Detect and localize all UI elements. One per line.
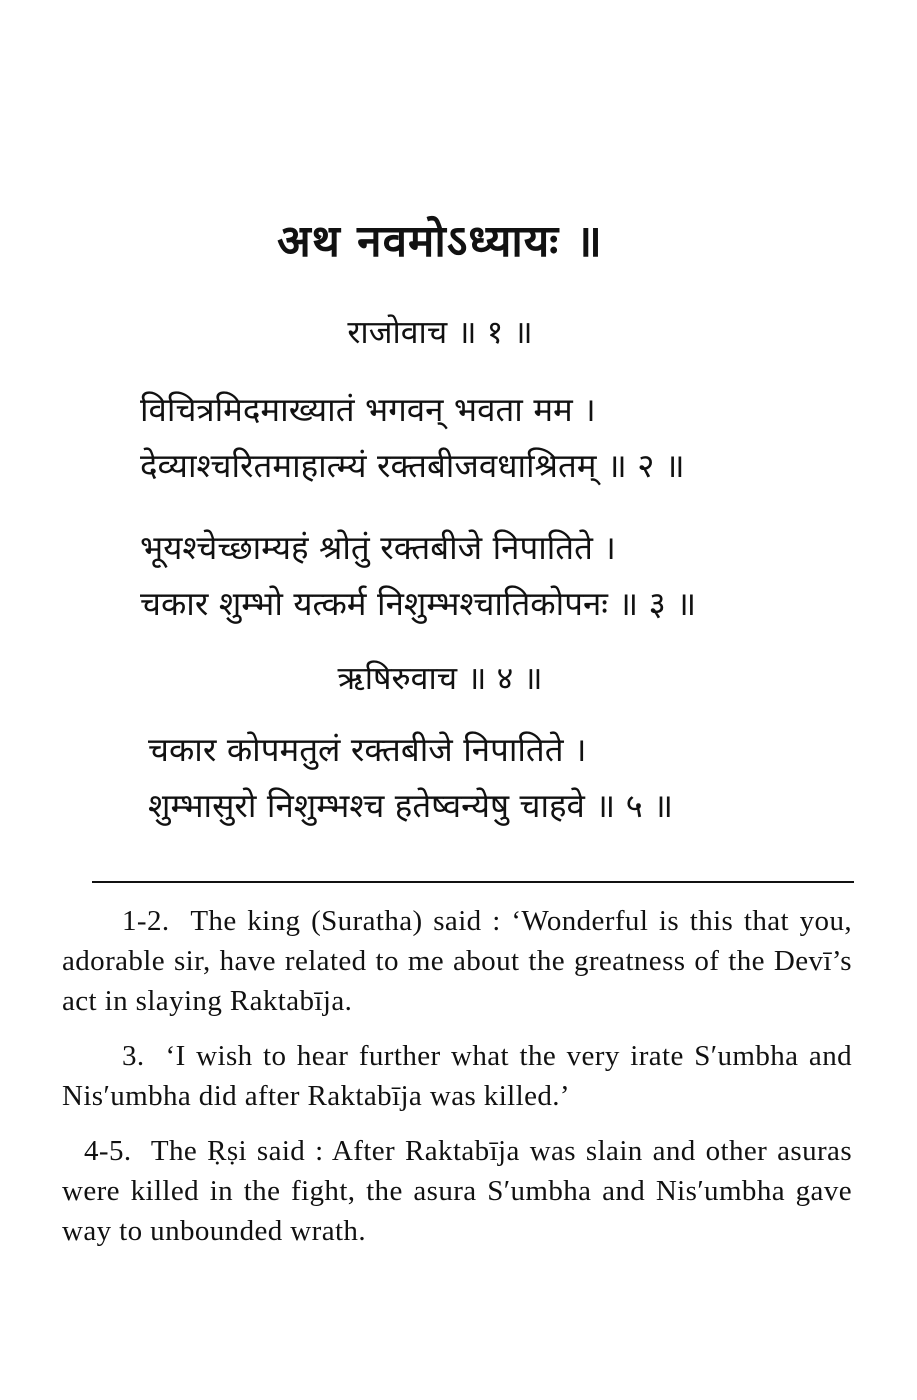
- speaker-rishi: ऋषिरुवाच ॥ ४ ॥: [337, 659, 543, 697]
- translation-paragraph: [62, 901, 852, 1021]
- paragraph-text: The Ṛṣi said : After Raktabīja was slain and other asuras were killed in the fight, the asura S′umbha and Nis′umbha gave way to unbounded wrath.: [62, 1135, 853, 1247]
- translation-paragraph: [62, 1131, 852, 1251]
- verse-line: चकार कोपमतुलं रक्तबीजे निपातिते ।: [148, 730, 587, 769]
- verse-2: [140, 382, 880, 494]
- chapter-heading: अथ नवमोऽध्यायः ॥: [277, 216, 603, 267]
- paragraph-text: ‘I wish to hear further what the very irate S′umbha and Nis′umbha did after Raktabīja was killed.’: [62, 1040, 852, 1112]
- paragraph-text: The king (Suratha) said : ‘Wonderful is this that you, adorable sir, have related to me about the greatness of the Devī’s act in slaying Raktabīja.: [62, 905, 852, 1017]
- verse-line: चकार शुम्भो यत्कर्म निशुम्भश्चातिकोपनः ॥ ३ ॥: [140, 584, 697, 623]
- paragraph-number: 1-2.: [122, 905, 170, 937]
- paragraph-number: 3.: [122, 1040, 145, 1072]
- translation-paragraph: [62, 1036, 852, 1116]
- verse-3: [140, 520, 880, 632]
- verse-5: [148, 722, 888, 834]
- verse-line: भूयश्चेच्छाम्यहं श्रोतुं रक्तबीजे निपातिते ।: [140, 528, 616, 567]
- divider-rule: [92, 881, 854, 883]
- verse-line: देव्याश्चरितमाहात्म्यं रक्तबीजवधाश्रितम् ॥ २ ॥: [140, 446, 685, 485]
- verse-line: विचित्रमिदमाख्यातं भगवन् भवता मम ।: [140, 390, 596, 429]
- speaker-king: राजोवाच ॥ १ ॥: [347, 313, 533, 351]
- paragraph-number: 4-5.: [84, 1135, 132, 1167]
- verse-line: शुम्भासुरो निशुम्भश्च हतेष्वन्येषु चाहवे ॥ ५ ॥: [148, 786, 674, 825]
